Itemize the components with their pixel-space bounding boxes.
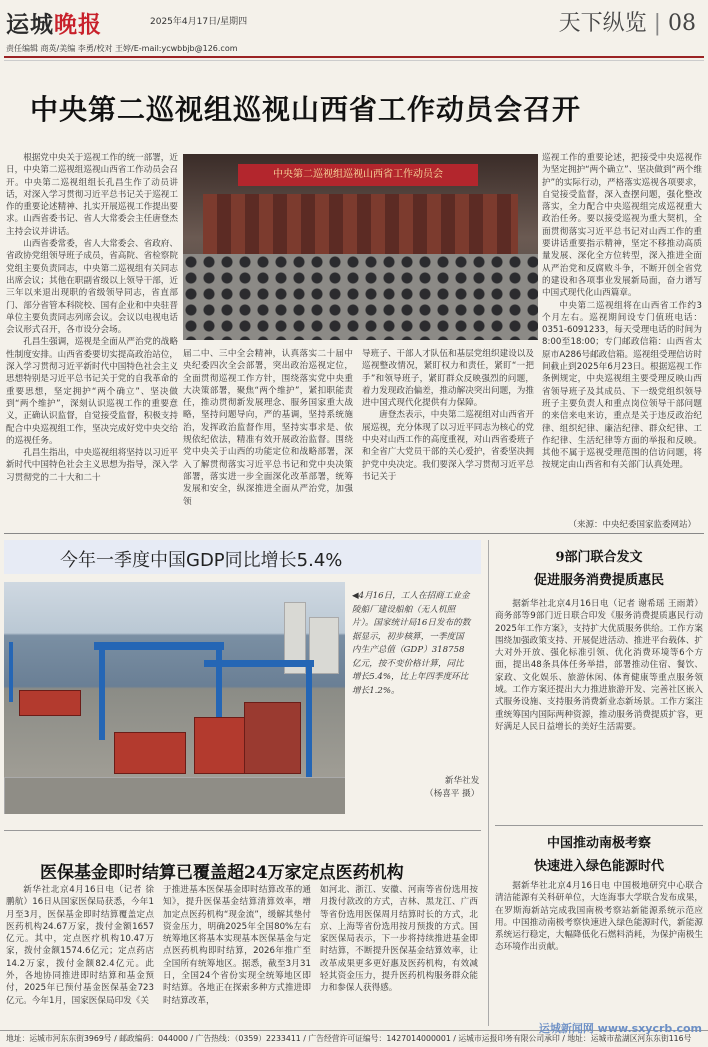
gantry-crane-leg [99,650,105,740]
column-separator [488,540,489,1026]
meeting-photo [183,154,538,340]
medical-headline: 医保基金即时结算已覆盖超24万家定点医药机构 [40,863,404,883]
footer-info: 地址：运城市河东东街3969号 / 邮政编码：044000 / 广告热线：（0359）2233411 / 广告经营许可证编号：1427014000001 / 运城市运报印务有限公司承印 / 地址：运城市盐湖区河东东街116号 [0,1030,708,1047]
medical-column-1: 新华社北京4月16日电（记者 徐鹏航）16日从国家医保局获悉，今年1月至3月，医保基金即时结算覆盖定点医药机构24.67万家，拨付金额1657亿元。其中，定点医疗机构10.47万家，拨付金额1574.6亿元；定点药店14.2万家，拨付金额82.4亿元。此外，各地协同推进即时结算和基金预付，2025年已预付基金医保基金723亿元。今年1月，国家医保局印发《关 [6,885,154,1006]
page-number: 08 [668,11,696,36]
meeting-audience [183,254,538,340]
site-watermark: 运城新闻网 www.sxycrb.com [538,1022,702,1035]
lead-headline: 中央第二巡视组巡视山西省工作动员会召开 [30,93,582,126]
crane [9,642,13,702]
ship-hull [19,690,81,716]
gantry-crane [94,642,224,650]
antarctic-body: 据新华社北京4月16日电 中国极地研究中心联合清洁能源有关科研单位，大连海事大学联合发布成果，在罗斯海新站完成我国南极考察站新能源系统示范应用。中国推动南极考察快速进入绿色能源时代，新能源系统运行稳定，大幅降低化石燃料消耗，为保护南极生态环境作出贡献。 [495,881,703,953]
gantry-crane [204,660,314,667]
consume-headline: 9部门联合发文 促进服务消费提质惠民 [533,550,664,588]
issue-date: 2025年4月17日/星期四 [150,17,248,27]
ship-hull [244,702,301,774]
masthead-logo: 运城晚报 [6,11,102,38]
section-divider [4,533,704,534]
meeting-stage [203,194,518,254]
lead-column-3: 导班子、干部人才队伍和基层党组织建设以及巡视整改情况，紧盯权力和责任，紧盯“一把手”和领导班子，紧盯群众反映强烈的问题，着力发现政治偏差，推动解决突出问题，为推进中国式现代化提供有力保障。 唐登杰表示，中央第二巡视组对山西省开展巡视，充分体现了以习近平同志为核心的党中央对山西工作的高度重视，对山西省委班子和全省广大党员干部的关心爱护，省委坚决拥护党中央决定。我们要深入学习贯彻习近平总书记关于 [362,349,534,482]
medical-column-2: 于推进基本医保基金即时结算改革的通知》，提升医保基金结算清算效率，增加定点医药机构“现金流”，缓解其垫付资金压力，明确2025年全国80%左右统筹地区将基本实现基本医保基金与定点医药机构即时结算，2026年推广至全国所有统筹地区。据悉，截至3月31日，全国24个省份实现全统筹地区即时结算。各地正在探索多种方式推进即时结算改革， [163,885,311,1006]
antarctic-headline: 中国推动南极考察 快速进入绿色能源时代 [533,836,664,874]
gdp-divider [4,830,481,831]
gdp-headline: 今年一季度中国GDP同比增长5.4% [60,550,343,571]
meeting-banner: 中央第二巡视组巡视山西省工作动员会 [238,164,478,186]
medical-column-3: 如河北、浙江、安徽、河南等省份选用按月拨付款改的方式，吉林、黑龙江、广西等省份选用医保周月结算时长的方式，北京、上海等省份选用按月预拨的方式。国家医保局表示，下一步将持续推进基金即时结算，不断提升医保基金结算效率，让改革成果更多更好惠及医药机构，有效减轻其资金压力，提升医药机构服务群众能力和参保人获得感。 [320,885,478,994]
masthead-divider [4,56,704,58]
consume-body: 据新华社北京4月16日电（记者 谢希瑶 王雨萧）商务部等9部门近日联合印发《服务消费提质惠民行动2025年工作方案》，支持扩大优质服务供给。工作方案围绕加强政策支持、开展促进活动、推进平台载体、扩大对外开放、强化标准引领、优化消费环境等6个方面，提出48条具体任务举措，部署推动住宿、餐饮、家政、文化娱乐、旅游休闲、体育健康等重点服务领域。工作方案还提出大力推进旅游开发、完善社区嵌入式服务设施、支持服务消费新业态新场景。工作方案注重统筹国内国际两种资源，推动服务消费提质扩容，更好满足人民日益增长的美好生活需要。 [495,599,703,732]
editor-credits: 责任编辑 商英/美编 李勇/校对 王婷/E-mail:ycwbbjb@126.com [6,44,238,53]
dock-area [4,777,345,814]
gdp-photo-caption: ◀4月16日，工人在招商工业金陵船厂建设船舶（无人机照片）。国家统计局16日发布的数据显示，初步核算，一季度国内生产总值（GDP）318758亿元，按不变价格计算，同比增长5.4%，比上年四季度环比增长1.2%。 [352,591,471,696]
lead-column-2: 届二中、三中全会精神，认真落实二十届中央纪委四次全会部署，突出政治巡视定位，全面贯彻巡视工作方针，围绕落实党中央重大决策部署，聚焦“两个维护”，紧扣职能责任，推动贯彻新发展理念、服务国家重大战略，坚持问题导向，严的基调，坚持系统施治，发挥政治监督作用，坚持实事求是、依规依纪依法，精准有效开展政治监督。围绕党中央关于山西的功能定位和战略部署，深入了解贯彻落实习近平总书记和党中央决策部署，落实进一步全面深化改革部署，统筹发展和安全，纵深推进全面从严治党，加强领 [183,349,353,507]
lead-column-1: 根据党中央关于巡视工作的统一部署，近日，中央第二巡视组巡视山西省工作动员会召开。中央第二巡视组组长孔昌生作了动员讲话，对深入学习贯彻习近平总书记关于巡视工作的重要论述精神、扎实开展巡视工作提出要求。山西省委书记、省人大常委会主任唐登杰主持会议并讲话。 山西省委常委，省人大常委会、省政府、省政协党组领导班子成员，省高院、省检察院党组主要负责同志，中央第二巡视组有关同志出席会议；其他在职副省级以上领导干部，近三年以来退出现职的省级领导同志，省直部门、部分省管本科院校、国有企业和中央驻晋单位主要负责同志列席会议。会议以电视电话会议形式召开，各市设分会场。 孔昌生强调，巡视是全面从严治党的战略性制度安排。山西省委要切实提高政治站位，深入学习贯彻习近平新时代中国特色社会主义思想特别是习近平总书记关于党的自我革命的重要思想，坚定拥护“两个确立”、坚决做到“两个维护”，深刻认识巡视工作的重要意义，正确认识监督，自觉接受监督，积极支持配合中央巡视组工作，坚决完成好党中央交给的巡视任务。 孔昌生指出，中央巡视组将坚持以习近平新时代中国特色社会主义思想为指导，深入学习贯彻党的二十大和二十 [6,153,178,483]
right-divider [495,825,703,826]
gdp-photo-credit: 新华社发 （杨喜平 摄） [425,776,480,799]
masthead-divider-thin [4,60,704,61]
lead-column-4: 巡视工作的重要论述，把接受中央巡视作为坚定拥护“两个确立”、坚决做到“两个维护”的实际行动，严格落实巡视各项要求，自觉接受监督，深入查摆问题，强化整改落实，全力配合中央巡视组完成巡视重大政治任务。要以接受巡视为重大契机，全面贯彻落实习近平总书记对山西工作的重要讲话重要指示精神，坚定不移推动高质量发展、深化全方位转型，深入推进全面从严治党和反腐败斗争，不断开创全省党的建设和各项事业发展新局面，奋力谱写中国式现代化山西篇章。 中央第二巡视组将在山西省工作约3个月左右。巡视期间设专门值班电话：0351-6091233，每天受理电话的时间为8:00至18:00；专门邮政信箱：山西省太原市A286号邮政信箱。巡视组受理信访时间截止到2025年6月23日。根据巡视工作条例规定，中央巡视组主要受理反映山西省领导班子及其成员、下一级党组织领导班子主要负责人和重点岗位领导干部问题的来信来电来访，重点是关于违反政治纪律、组织纪律、廉洁纪律、群众纪律、工作纪律、生活纪律等方面的举报和反映。其他不属于巡视受理范围的信访问题，将按规定由山西省和有关部门认真处理。 [542,153,702,471]
lead-source: （来源：中央纪委国家监委网站） [568,520,696,530]
shipyard-photo [4,582,345,814]
ship-hull [114,732,186,774]
section-title: 天下纵览 | 08 [558,11,696,36]
gantry-crane-leg [306,667,312,787]
